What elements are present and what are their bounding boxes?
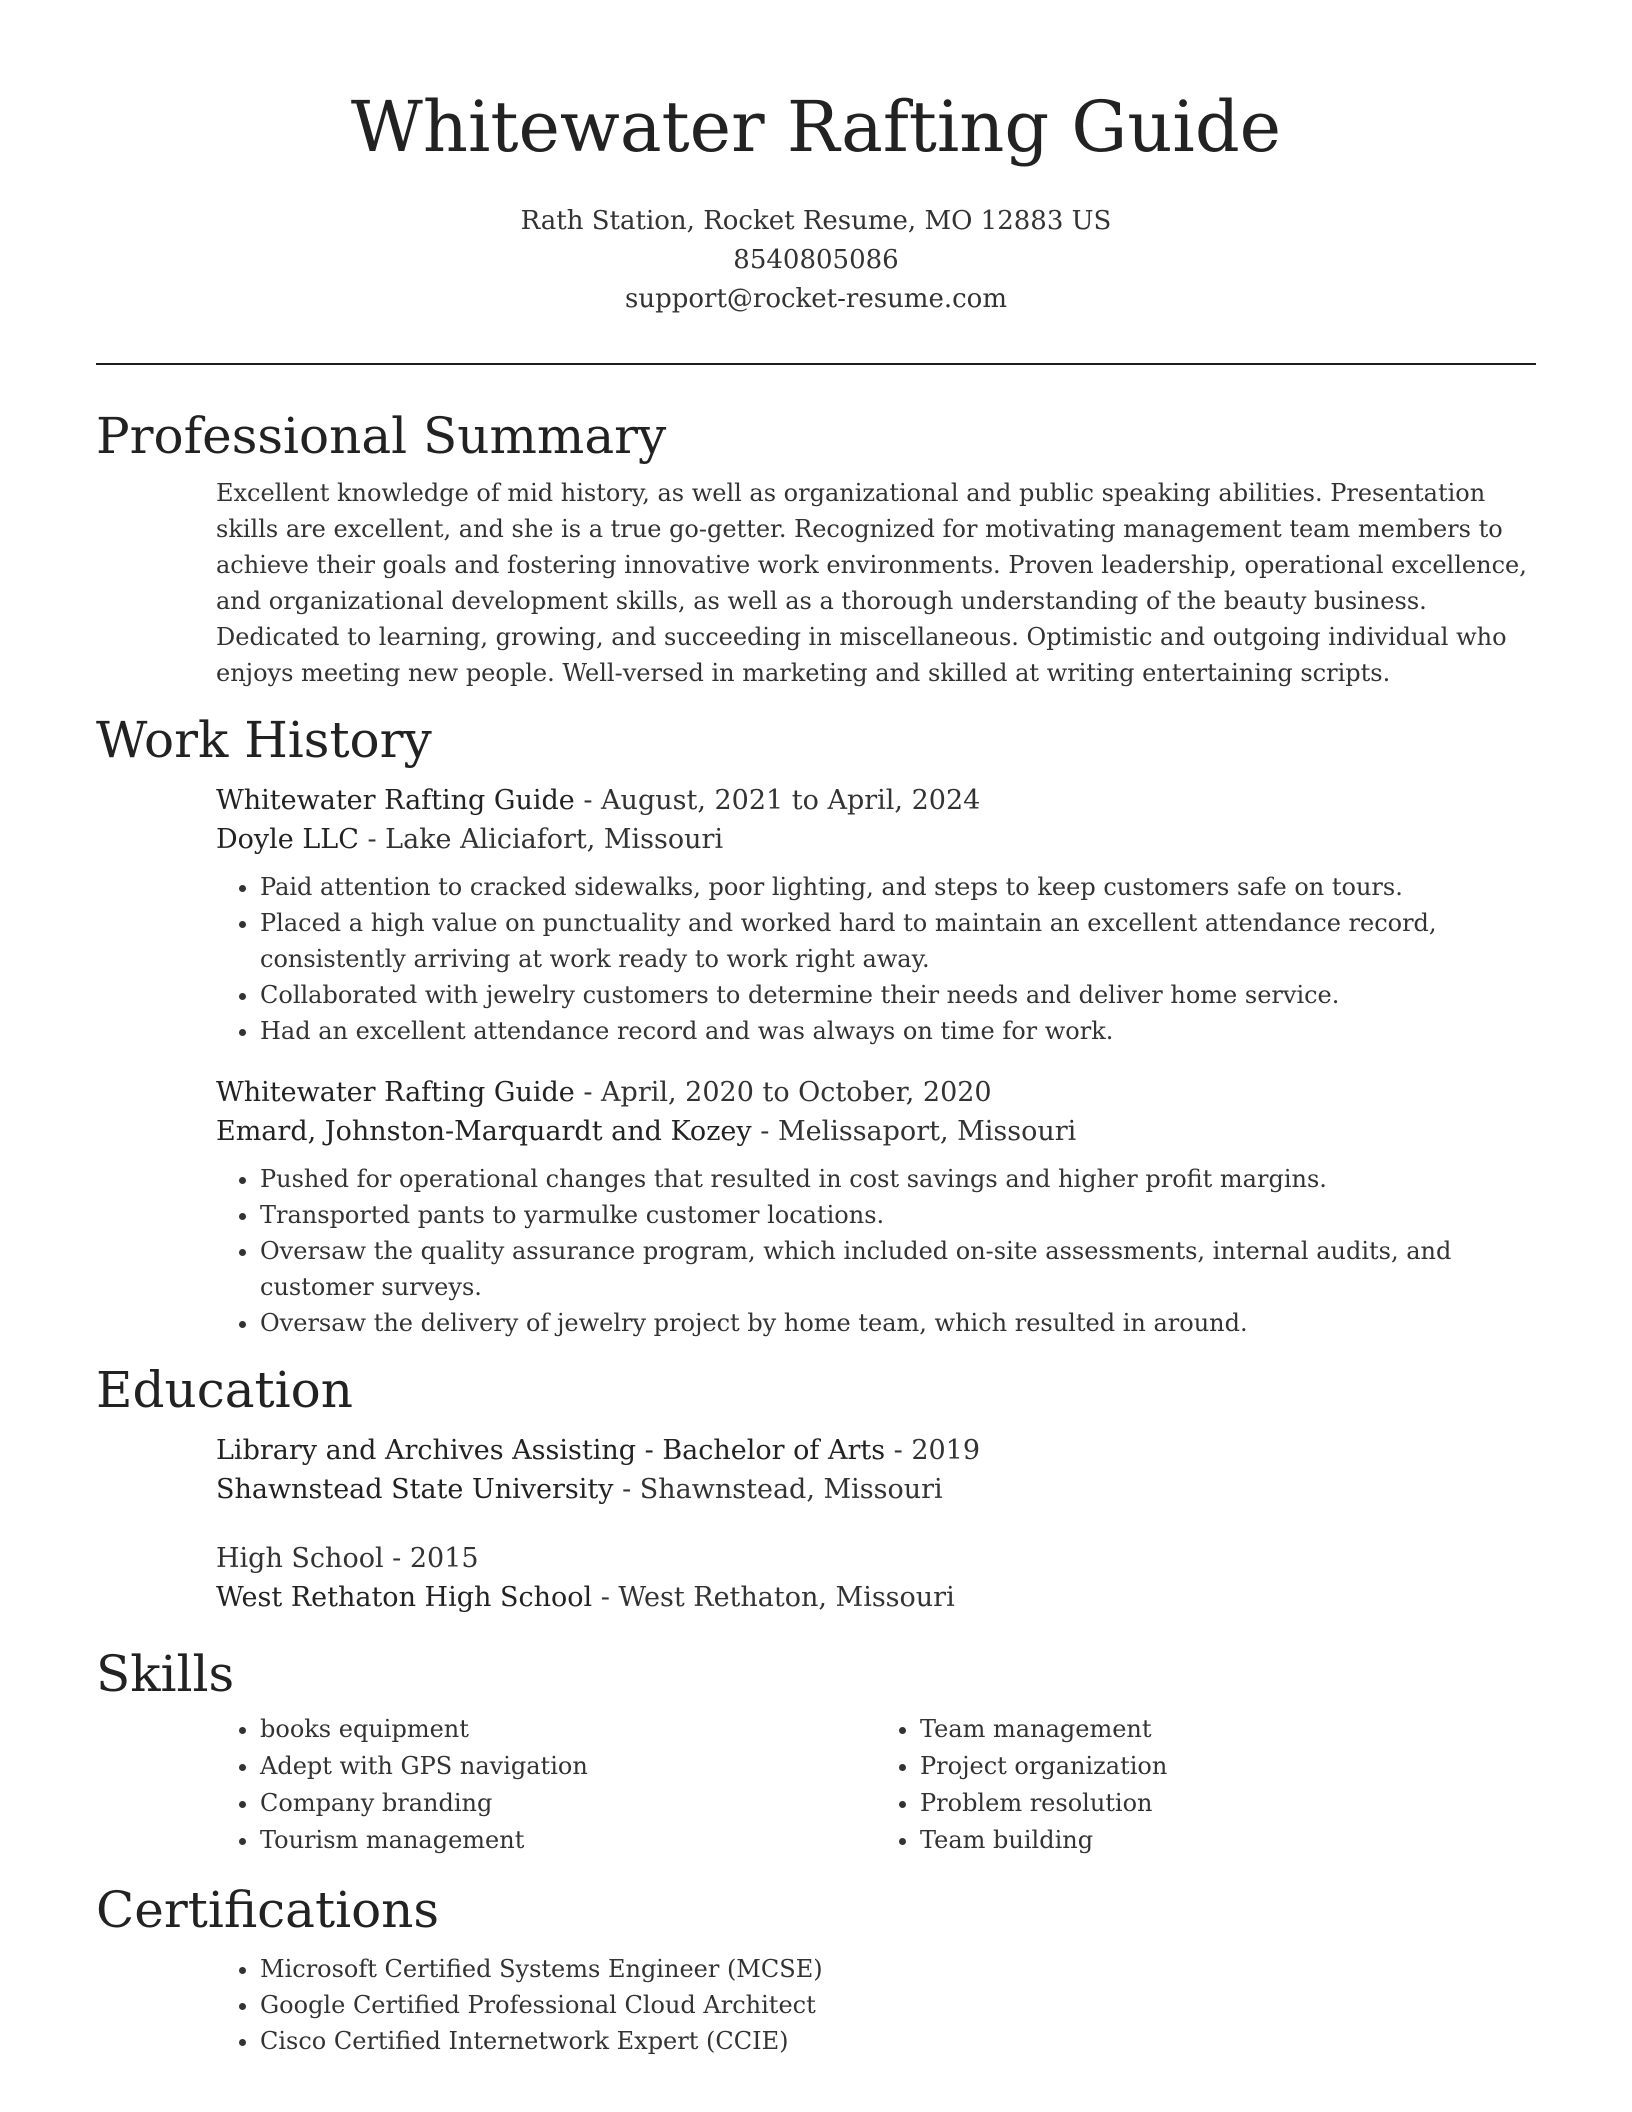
job-location: - Melissaport, Missouri: [751, 1116, 1077, 1147]
skill-item: • Adept with GPS navigation: [260, 1748, 876, 1785]
work-history-heading: Work History: [96, 711, 432, 769]
skill-item: • Tourism management: [260, 1822, 876, 1859]
job-entry: [216, 1073, 1536, 1341]
skills-list-right: [876, 1711, 1536, 1859]
certifications-body: [216, 1951, 1536, 2059]
job-bullets: [216, 869, 1536, 1049]
header-divider: [96, 363, 1536, 365]
school-location: - Shawnstead, Missouri: [613, 1474, 943, 1505]
degree-year: - 2015: [383, 1543, 479, 1574]
contact-block: [96, 202, 1536, 319]
job-company: Doyle LLC: [216, 824, 359, 855]
job-bullet: • Had an excellent attendance record and was always on time for work.: [260, 1013, 1536, 1049]
job-role: Whitewater Rafting Guide: [216, 785, 575, 816]
degree-year: - 2019: [885, 1435, 981, 1466]
job-bullet: • Oversaw the quality assurance program, which included on-site assessments, internal audits, and customer surveys.: [260, 1233, 1536, 1305]
school-name: Shawnstead State University: [216, 1474, 614, 1505]
job-company: Emard, Johnston-Marquardt and Kozey: [216, 1116, 752, 1147]
certification-item: • Microsoft Certified Systems Engineer (MCSE): [260, 1951, 1536, 1987]
contact-address: Rath Station, Rocket Resume, MO 12883 US: [520, 206, 1112, 236]
school-location: - West Rethaton, Missouri: [592, 1582, 955, 1613]
skills-list-left: [216, 1711, 876, 1859]
job-bullet: • Paid attention to cracked sidewalks, poor lighting, and steps to keep customers safe on tours.: [260, 869, 1536, 905]
certifications-heading: Certifications: [96, 1881, 440, 1939]
degree-name: High School: [216, 1543, 384, 1574]
degree-line: [216, 1431, 1536, 1470]
job-bullet: • Collaborated with jewelry customers to determine their needs and deliver home service.: [260, 977, 1536, 1013]
skill-item: • Team management: [920, 1711, 1536, 1748]
skill-item: • Company branding: [260, 1785, 876, 1822]
skill-item: • Problem resolution: [920, 1785, 1536, 1822]
job-bullet: • Pushed for operational changes that resulted in cost savings and higher profit margins.: [260, 1161, 1536, 1197]
skills-heading: Skills: [96, 1645, 235, 1703]
job-title-line: [216, 1073, 1536, 1112]
job-company-line: [216, 820, 1536, 859]
education-entry: [216, 1431, 1536, 1509]
skill-item: • books equipment: [260, 1711, 876, 1748]
contact-email: support@rocket-resume.com: [624, 284, 1007, 314]
job-location: - Lake Aliciafort, Missouri: [358, 824, 724, 855]
skills-columns: [216, 1711, 1536, 1859]
education-entry: [216, 1539, 1536, 1617]
job-entry: [216, 781, 1536, 1049]
resume-page: [96, 0, 1536, 2059]
school-line: [216, 1578, 1536, 1617]
job-dates: - August, 2021 to April, 2024: [574, 785, 981, 816]
job-bullet: • Transported pants to yarmulke customer locations.: [260, 1197, 1536, 1233]
job-role: Whitewater Rafting Guide: [216, 1077, 575, 1108]
certification-item: • Google Certified Professional Cloud Architect: [260, 1987, 1536, 2023]
job-bullets: [216, 1161, 1536, 1341]
job-dates: - April, 2020 to October, 2020: [574, 1077, 992, 1108]
contact-phone: 8540805086: [733, 245, 899, 275]
degree-name: Library and Archives Assisting - Bachelor of Arts: [216, 1435, 886, 1466]
job-bullet: • Oversaw the delivery of jewelry project by home team, which resulted in around.: [260, 1305, 1536, 1341]
summary-heading: Professional Summary: [96, 407, 667, 465]
school-name: West Rethaton High School: [216, 1582, 593, 1613]
job-company-line: [216, 1112, 1536, 1151]
candidate-name: Whitewater Rafting Guide: [350, 86, 1282, 168]
certifications-list: [216, 1951, 1536, 2059]
skill-item: • Team building: [920, 1822, 1536, 1859]
degree-line: [216, 1539, 1536, 1578]
certification-item: • Cisco Certified Internetwork Expert (CCIE): [260, 2023, 1536, 2059]
summary-text: Excellent knowledge of mid history, as well as organizational and public speaking abilities. Presentation skills are excellent, and she is a true go-getter. Recognized for motivating management team members to achieve their goals and fostering innovative work environments. Proven leadership, operational excellence, and organizational development skills, as well as a thorough understanding of the beauty business. Dedicated to learning, growing, and succeeding in miscellaneous. Optimistic and outgoing individual who enjoys meeting new people. Well-versed in marketing and skilled at writing entertaining scripts.: [216, 479, 1527, 687]
resume-header: [96, 0, 1536, 319]
job-bullet: • Placed a high value on punctuality and worked hard to maintain an excellent attendance record, consistently arriving at work ready to work right away.: [260, 905, 1536, 977]
skill-item: • Project organization: [920, 1748, 1536, 1785]
school-line: [216, 1470, 1536, 1509]
education-heading: Education: [96, 1361, 353, 1419]
job-title-line: [216, 781, 1536, 820]
